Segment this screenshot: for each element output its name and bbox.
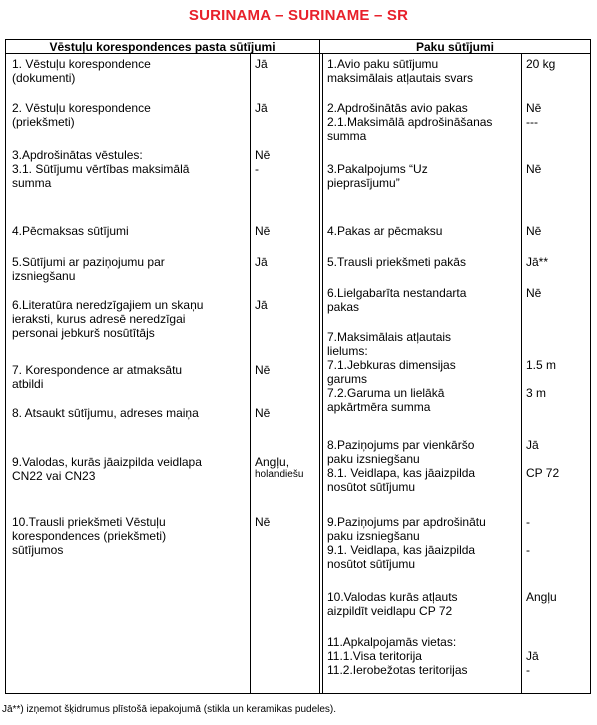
right-row-value: 1.5 m 3 m xyxy=(526,358,557,400)
left-row-value: Nē xyxy=(255,363,271,377)
divider-center xyxy=(319,54,320,693)
left-row-label: 9.Valodas, kurās jāaizpilda veidlapa CN22 vai CN23 xyxy=(12,455,202,483)
divider-center-2 xyxy=(322,54,323,693)
services-table xyxy=(5,39,591,694)
divider-right-values xyxy=(521,54,522,693)
divider-left-values xyxy=(250,54,251,693)
right-row-value: Jā - xyxy=(526,649,539,677)
right-row-label: 5.Trausli priekšmeti pakās xyxy=(327,255,466,269)
left-row-label: 5.Sūtījumi ar paziņojumu par izsniegšanu xyxy=(12,255,165,283)
page-title: SURINAMA – SURINAME – SR xyxy=(188,7,409,24)
right-row-label: 11.Apkalpojamās vietas: 11.1.Visa teritorija 11.2.Ierobežotas teritorijas xyxy=(327,635,468,677)
right-row-value: - - xyxy=(526,515,530,557)
header-parcels: Paku sūtījumi xyxy=(320,40,590,54)
left-row-value: Nē xyxy=(255,224,271,238)
left-row-value: Jā xyxy=(255,255,268,269)
right-row-label: 9.Paziņojums par apdrošinātu paku izsniegšanu 9.1. Veidlapa, kas jāaizpilda nosūtot sūtījumu xyxy=(327,515,486,571)
left-row-label: 3.Apdrošinātas vēstules: 3.1. Sūtījumu vērtības maksimālā summa xyxy=(12,148,190,190)
right-row-value: Nē xyxy=(526,162,542,176)
left-row-label: 10.Trausli priekšmeti Vēstuļu korespondences (priekšmeti) sūtījumos xyxy=(12,515,167,557)
header-letters: Vēstuļu korespondences pasta sūtījumi xyxy=(6,40,320,54)
left-row-value: Jā xyxy=(255,57,268,71)
left-row-value: Nē - xyxy=(255,148,271,176)
right-row-label: 6.Lielgabarīta nestandarta pakas xyxy=(327,286,467,314)
right-row-label: 3.Pakalpojums “Uz pieprasījumu” xyxy=(327,162,428,190)
left-row-value: Jā xyxy=(255,298,268,312)
right-row-value: Jā** xyxy=(526,255,549,269)
right-row-value: Nē --- xyxy=(526,101,542,129)
left-row-label: 8. Atsaukt sūtījumu, adreses maiņa xyxy=(12,406,199,420)
left-row-label: 6.Literatūra neredzīgajiem un skaņu ieraksti, kurus adresē neredzīgai personai jebkurš nosūtītājs xyxy=(12,298,204,340)
left-row-value: Angļu, xyxy=(255,455,290,469)
left-row-label: 7. Korespondence ar atmaksātu atbildi xyxy=(12,363,183,391)
right-row-value: Nē xyxy=(526,224,542,238)
left-row-label: 4.Pēcmaksas sūtījumi xyxy=(12,224,129,238)
right-row-label: 7.Maksimālais atļautais lielums: 7.1.Jebkuras dimensijas garums 7.2.Garuma un lielākā apkārtmēra summa xyxy=(327,330,456,414)
right-row-value: Angļu xyxy=(526,590,557,604)
left-row-value: Nē xyxy=(255,515,271,529)
left-row-label: 1. Vēstuļu korespondence (dokumenti) xyxy=(12,57,151,85)
right-row-value: Nē xyxy=(526,286,542,300)
right-row-value: 20 kg xyxy=(526,57,556,71)
right-row-label: 4.Pakas ar pēcmaksu xyxy=(327,224,443,238)
left-row-value-extra: holandiešu xyxy=(255,469,304,480)
right-row-label: 1.Avio paku sūtījumu maksimālais atļautais svars xyxy=(327,57,474,85)
right-row-label: 10.Valodas kurās atļauts aizpildīt veidlapu CP 72 xyxy=(327,590,458,618)
left-row-value: Jā xyxy=(255,101,268,115)
right-row-label: 8.Paziņojums par vienkāršo paku izsniegšanu 8.1. Veidlapa, kas jāaizpilda nosūtot sūtījumu xyxy=(327,438,476,494)
left-row-label: 2. Vēstuļu korespondence (priekšmeti) xyxy=(12,101,151,129)
right-row-label: 2.Apdrošinātās avio pakas 2.1.Maksimālā apdrošināšanas summa xyxy=(327,101,493,143)
left-row-value: Nē xyxy=(255,406,271,420)
right-row-value: Jā CP 72 xyxy=(526,438,560,480)
footnote: Jā**) izņemot šķidrumus plīstošā iepakojumā (stikla un keramikas pudeles). xyxy=(2,704,337,715)
